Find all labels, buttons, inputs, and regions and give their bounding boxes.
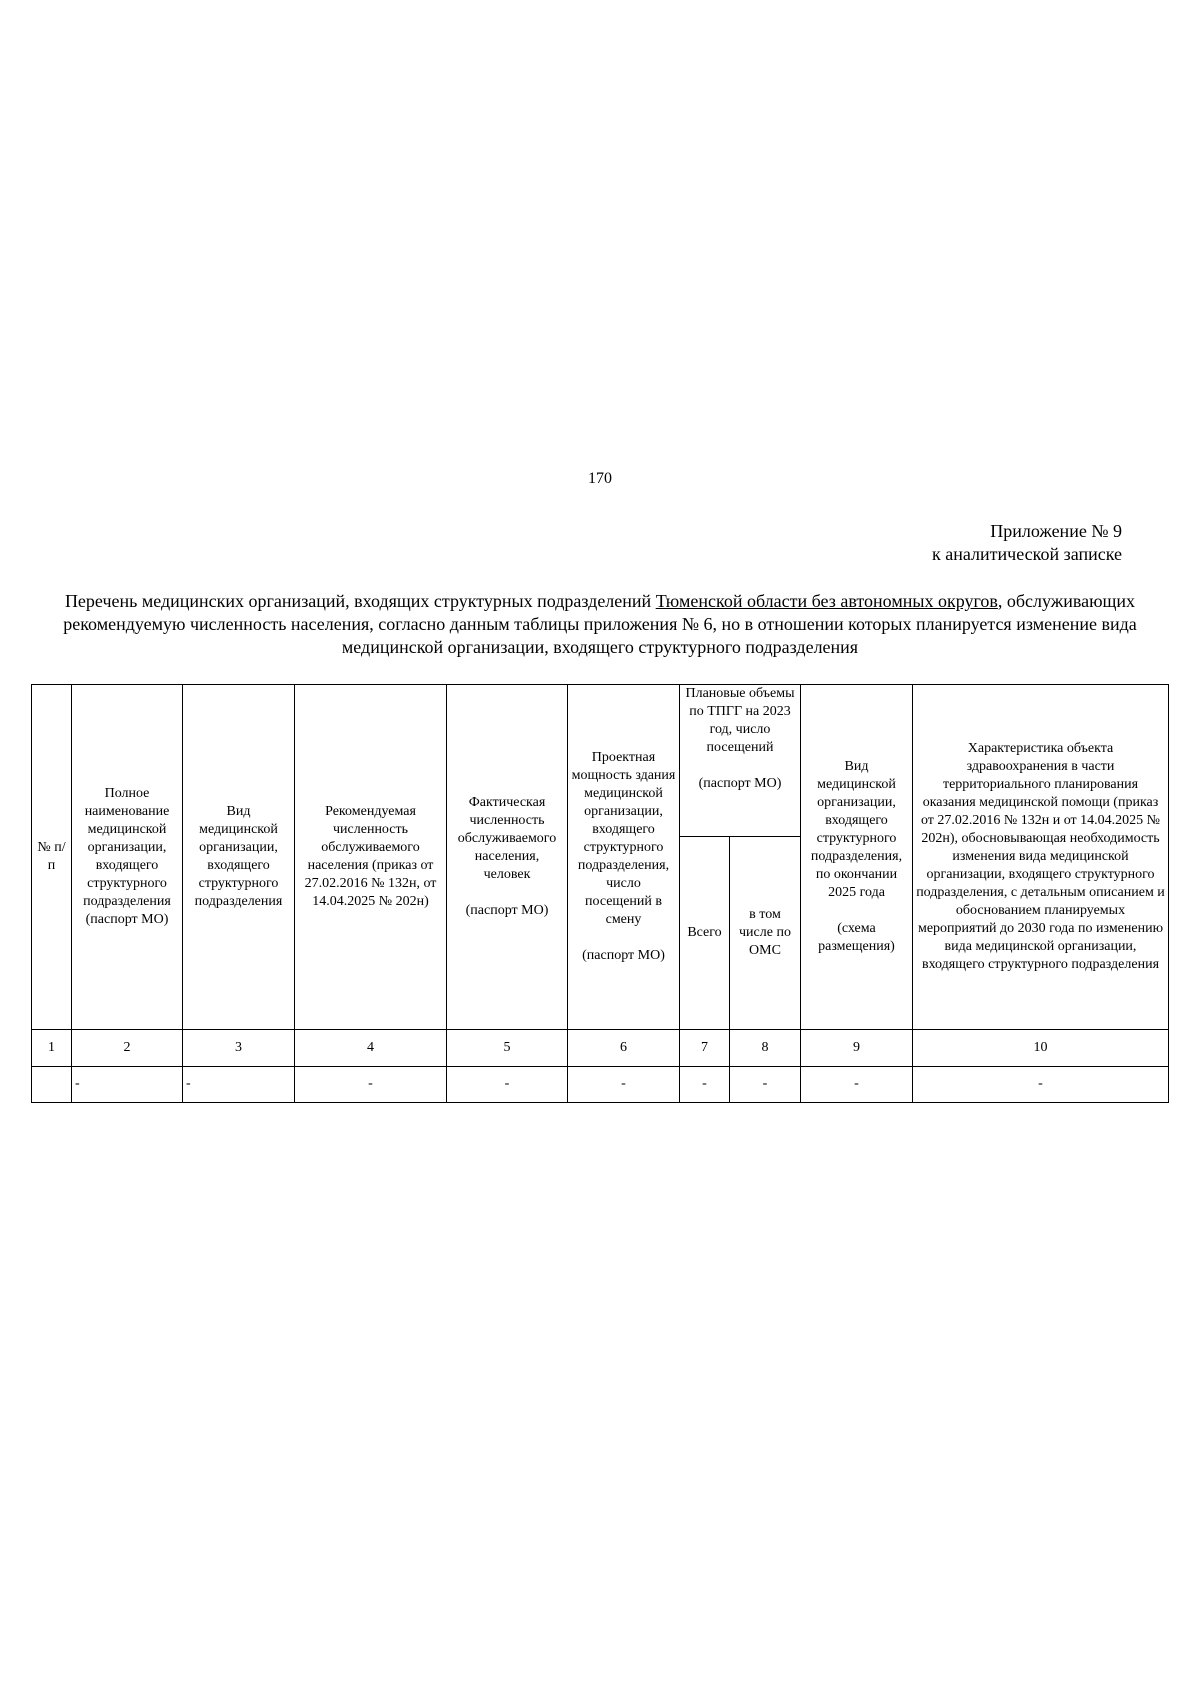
header-col-9-main: Вид медицинской организации, входящего структурного подразделения, по окончании 2025 года xyxy=(810,759,903,901)
appendix-line-1: Приложение № 9 xyxy=(990,521,1122,541)
table-cell: - xyxy=(568,1066,680,1102)
column-number: 5 xyxy=(447,1030,568,1066)
header-col-7-8-group xyxy=(680,685,801,837)
table-header-row xyxy=(32,685,1169,837)
column-numbers-row xyxy=(32,1030,1169,1066)
header-col-7-8-main: Плановые объемы по ТПГГ на 2023 год, число посещений xyxy=(685,686,795,755)
title-part-1: Перечень медицинских организаций, входящих структурных подразделений xyxy=(64,591,656,611)
header-col-6-main: Проектная мощность здания медицинской организации, входящего структурного подразделения, число посещений в смену xyxy=(571,750,676,928)
header-col-8: в том числе по ОМС xyxy=(730,837,801,1030)
document-title xyxy=(60,590,1140,659)
column-number: 7 xyxy=(680,1030,730,1066)
header-col-4: Рекомендуемая численность обслуживаемого населения (приказ от 27.02.2016 № 132н, от 14.04.2025 № 202н) xyxy=(295,685,447,1030)
table-cell: - xyxy=(801,1066,913,1102)
table-cell: - xyxy=(730,1066,801,1102)
column-number: 10 xyxy=(913,1030,1169,1066)
header-col-6 xyxy=(568,685,680,1030)
column-number: 2 xyxy=(72,1030,183,1066)
header-col-1: № п/п xyxy=(32,685,72,1030)
table-cell: - xyxy=(680,1066,730,1102)
title-region-underlined: Тюменской области без автономных округов xyxy=(655,591,998,611)
header-col-3: Вид медицинской организации, входящего структурного подразделения xyxy=(183,685,295,1030)
title-part-2: , обслуживающих рекомендуемую численность населения, согласно данным таблицы приложения № 6, но в отношении которых планируется изменение вида медицинской организации, входящего структурного подразделения xyxy=(63,591,1137,657)
header-col-7: Всего xyxy=(680,837,730,1030)
column-number: 9 xyxy=(801,1030,913,1066)
column-number: 1 xyxy=(32,1030,72,1066)
table-cell: - xyxy=(72,1066,183,1102)
table-cell xyxy=(32,1066,72,1102)
column-number: 8 xyxy=(730,1030,801,1066)
header-col-9-note: (схема размещения) xyxy=(818,921,895,955)
header-col-5-main: Фактическая численность обслуживаемого населения, человек xyxy=(457,795,557,883)
column-number: 3 xyxy=(183,1030,295,1066)
header-col-5 xyxy=(447,685,568,1030)
table-cell: - xyxy=(183,1066,295,1102)
header-col-2: Полное наименование медицинской организации, входящего структурного подразделения (паспорт МО) xyxy=(72,685,183,1030)
header-col-9 xyxy=(801,685,913,1030)
header-col-10: Характеристика объекта здравоохранения в части территориального планирования оказания медицинской помощи (приказ от 27.02.2016 № 132н и от 14.04.2025 № 202н), обосновывающая необходимость изменения вида медицинской организации, входящего структурного подразделения, с детальным описанием и обоснованием планируемых мероприятий до 2030 года по изменению вида медицинской организации, входящего структурного подразделения xyxy=(913,685,1169,1030)
header-col-6-note: (паспорт МО) xyxy=(582,948,665,964)
page-number: 170 xyxy=(588,470,612,487)
appendix-label xyxy=(932,520,1122,566)
table-cell: - xyxy=(447,1066,568,1102)
column-number: 6 xyxy=(568,1030,680,1066)
header-col-5-note: (паспорт МО) xyxy=(465,903,549,919)
table-row xyxy=(32,1066,1169,1102)
table-cell: - xyxy=(295,1066,447,1102)
organizations-table xyxy=(31,684,1169,1103)
appendix-line-2: к аналитической записке xyxy=(932,544,1122,564)
header-col-7-8-note: (паспорт МО) xyxy=(698,776,782,791)
column-number: 4 xyxy=(295,1030,447,1066)
table-cell: - xyxy=(913,1066,1169,1102)
